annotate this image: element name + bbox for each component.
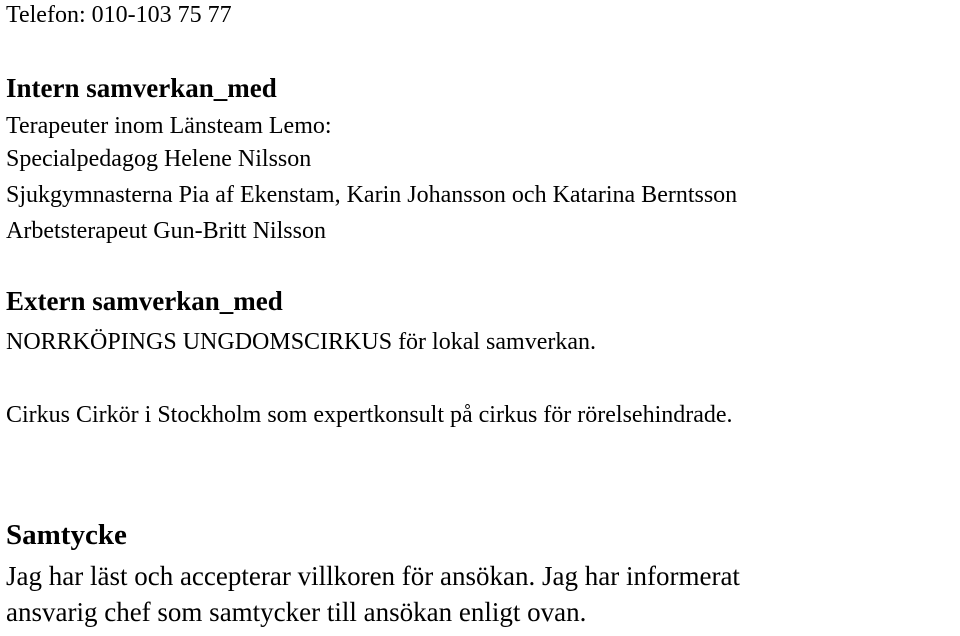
internal-line-1: Terapeuter inom Länsteam Lemo: (6, 113, 332, 139)
phone-line: Telefon: 010-103 75 77 (6, 2, 232, 28)
internal-heading: Intern samverkan_med (6, 73, 277, 103)
internal-line-4: Arbetsterapeut Gun-Britt Nilsson (6, 218, 326, 244)
internal-line-2: Specialpedagog Helene Nilsson (6, 146, 312, 172)
internal-line-3: Sjukgymnasterna Pia af Ekenstam, Karin Johansson och Katarina Berntsson (6, 182, 738, 208)
external-line-1: NORRKÖPINGS UNGDOMSCIRKUS för lokal samverkan. (6, 329, 596, 355)
external-line-2: Cirkus Cirkör i Stockholm som expertkonsult på cirkus för rörelsehindrade. (6, 402, 733, 428)
consent-heading: Samtycke (6, 519, 127, 551)
consent-line-2: ansvarig chef som samtycker till ansökan enligt ovan. (6, 597, 587, 627)
consent-line-1: Jag har läst och accepterar villkoren för ansökan. Jag har informerat (6, 561, 740, 591)
external-heading: Extern samverkan_med (6, 286, 283, 316)
